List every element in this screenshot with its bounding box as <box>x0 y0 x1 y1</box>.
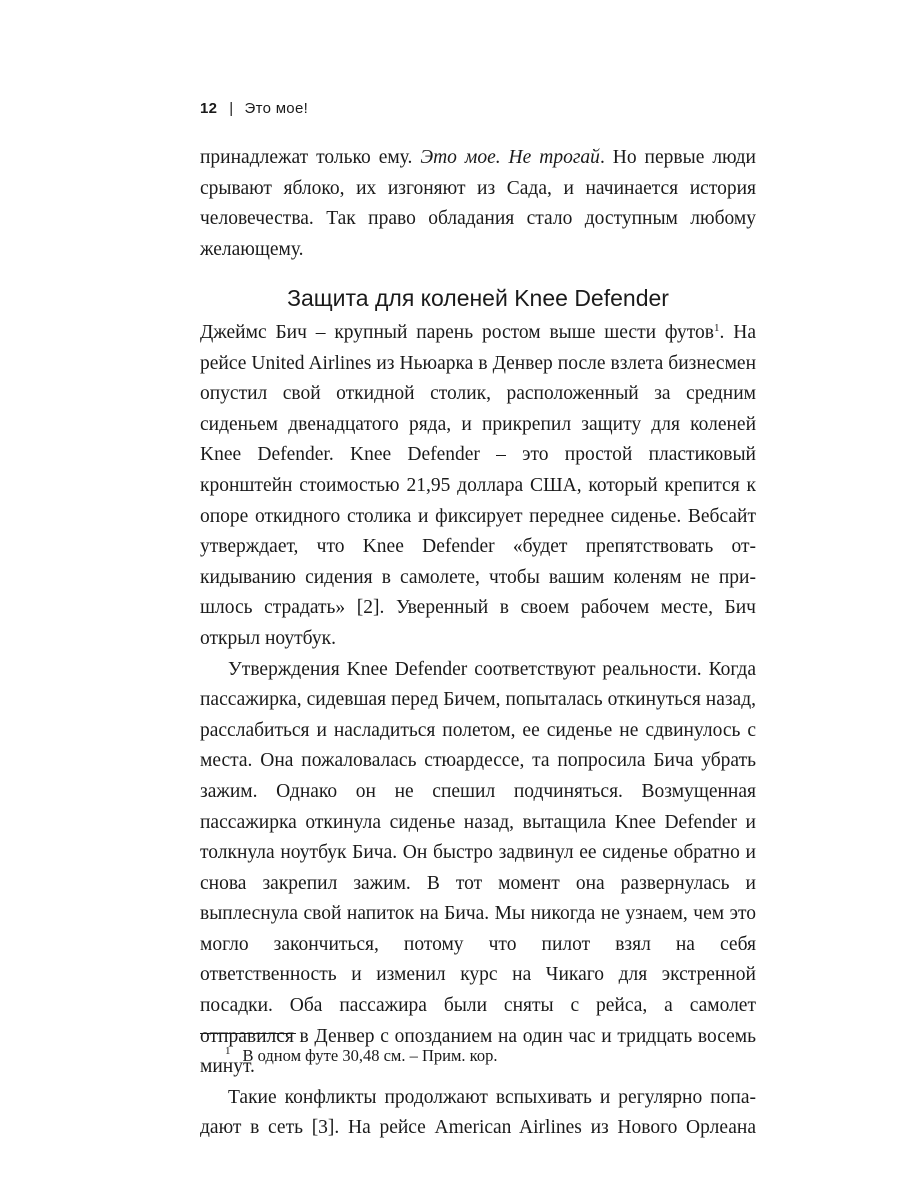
paragraph-1 <box>200 318 756 655</box>
main-text-block <box>200 318 756 1144</box>
footnote-mark: 1 <box>225 1045 231 1057</box>
header-separator: | <box>229 100 234 117</box>
chapter-title: Это мое! <box>244 100 309 117</box>
footnote-reference[interactable]: 1 <box>714 322 720 334</box>
continuation-paragraph <box>200 143 756 265</box>
continuation-text-start: принадлежат только ему. <box>200 147 421 168</box>
footnote-divider <box>200 1033 296 1034</box>
section-heading: Защита для коленей Knee Defender <box>287 285 669 311</box>
paragraph-1-start: Джеймс Бич – крупный парень ростом выше шести футов <box>200 322 715 343</box>
paragraph-3: Такие конфликты продолжают вспыхивать и регулярно попадают в сеть [3]. На рейсе American Airlines из Нового Орлеана <box>200 1086 756 1139</box>
running-header <box>200 100 308 117</box>
italic-phrase: Это мое. Не трогай <box>420 147 600 168</box>
continuation-block <box>200 143 756 265</box>
page-number: 12 <box>200 100 218 117</box>
paragraph-1-rest: . На рейсе United Airlines из Ньюарка в Денвер после взлета бизнесмен опустил свой откидной столик, расположенный за средним сиденьем двенадцатого ряда, и прикрепил защиту для коленей Knee Defender. Knee Defender – это простой пластиковый кронштейн стоимостью 21,95 доллара США, который крепится к опоре откидного столика и фиксирует переднее сиденье. Вебсайт утверждает, что Knee Defender «будет препятствовать откидыванию сидения в самолете, чтобы вашим коленям не пришлось страдать» [2]. Уверенный в своем рабочем месте, Бич открыл ноутбук. <box>200 322 756 649</box>
footnote-text: В одном футе 30,48 см. – Прим. кор. <box>242 1046 498 1065</box>
paragraph-2: Утверждения Knee Defender соответствуют реальности. Когда пассажирка, сидевшая перед Бичем, попыталась откинуться назад, расслабиться и насладиться полетом, ее сиденье не сдвинулось с места. Она пожаловалась стюардессе, та попросила Бича убрать зажим. Однако он не спешил подчиняться. Возмущенная пассажирка откинула сиденье назад, вытащила Knee Defender и толкнула ноутбук Бича. Он быстро задвинул ее сиденье обратно и снова закрепил зажим. В тот момент она развернулась и выплеснула свой напиток на Бича. Мы никогда не узнаем, чем это могло закончиться, потому что пилот взял на себя ответственность и изменил курс на Чикаго для экстренной посадки. Оба пассажира были сняты с рейса, а самолет отправился в Денвер с опозданием на один час и тридцать восемь минут. <box>200 658 756 1078</box>
footnote <box>225 1045 497 1067</box>
continuation-text-end: . Но первые люди срывают яблоко, их изгоняют из Сада, и начинается история человечества. Так право обладания стало доступным любому желающему. <box>200 147 756 260</box>
